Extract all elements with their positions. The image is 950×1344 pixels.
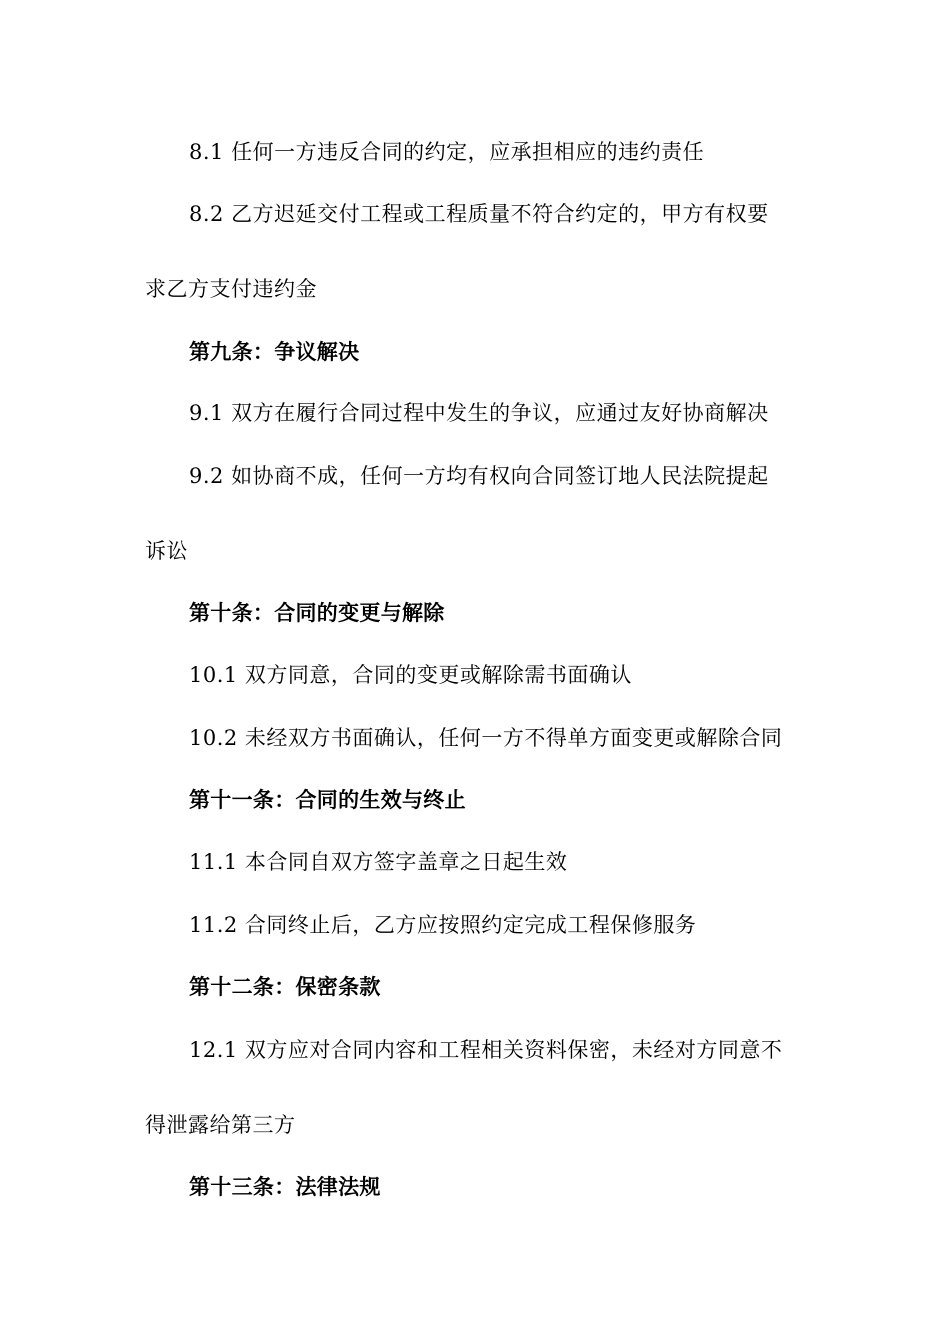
section-heading-13: 第十三条：法律法规 <box>189 1175 381 1199</box>
clause-12-1-continued: 得泄露给第三方 <box>145 1113 296 1137</box>
clause-10-2: 10.2 未经双方书面确认，任何一方不得单方面变更或解除合同 <box>189 726 783 750</box>
section-heading-9: 第九条：争议解决 <box>189 340 360 364</box>
section-heading-12: 第十二条：保密条款 <box>189 975 381 999</box>
section-heading-11: 第十一条：合同的生效与终止 <box>189 788 466 812</box>
clause-9-1: 9.1 双方在履行合同过程中发生的争议，应通过友好协商解决 <box>189 401 769 425</box>
section-heading-10: 第十条：合同的变更与解除 <box>189 601 445 625</box>
clause-11-1: 11.1 本合同自双方签字盖章之日起生效 <box>189 850 568 874</box>
clause-8-2-continued: 求乙方支付违约金 <box>145 277 317 301</box>
clause-10-1: 10.1 双方同意，合同的变更或解除需书面确认 <box>189 663 632 687</box>
clause-8-1: 8.1 任何一方违反合同的约定，应承担相应的违约责任 <box>189 140 705 164</box>
clause-9-2-continued: 诉讼 <box>145 539 188 563</box>
clause-8-2: 8.2 乙方迟延交付工程或工程质量不符合约定的，甲方有权要 <box>189 202 769 226</box>
clause-12-1: 12.1 双方应对合同内容和工程相关资料保密，未经对方同意不 <box>189 1038 783 1062</box>
clause-9-2: 9.2 如协商不成，任何一方均有权向合同签订地人民法院提起 <box>189 464 769 488</box>
clause-11-2: 11.2 合同终止后，乙方应按照约定完成工程保修服务 <box>189 913 697 937</box>
